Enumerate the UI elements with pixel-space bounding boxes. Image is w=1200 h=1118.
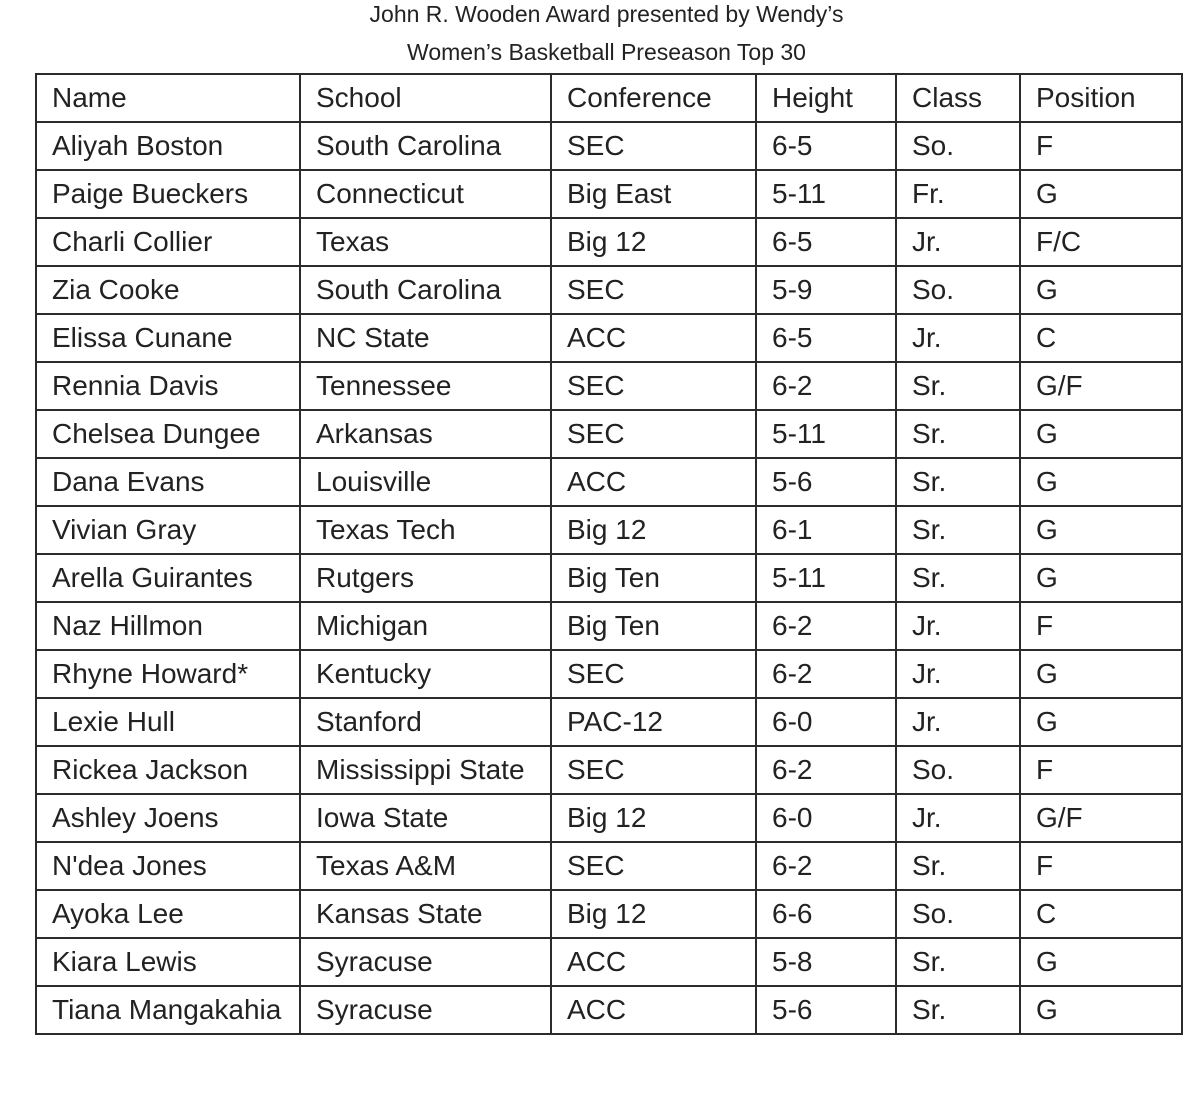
cell-height: 6-2 <box>756 602 896 650</box>
cell-name: Dana Evans <box>36 458 300 506</box>
cell-conference: Big East <box>551 170 756 218</box>
cell-name: Ayoka Lee <box>36 890 300 938</box>
cell-school: Connecticut <box>300 170 551 218</box>
cell-position: G <box>1020 458 1182 506</box>
cell-height: 6-1 <box>756 506 896 554</box>
cell-conference: ACC <box>551 458 756 506</box>
cell-height: 6-5 <box>756 218 896 266</box>
cell-name: Kiara Lewis <box>36 938 300 986</box>
cell-school: Louisville <box>300 458 551 506</box>
table-row <box>36 794 1182 842</box>
cell-name: Naz Hillmon <box>36 602 300 650</box>
cell-class: Sr. <box>896 938 1020 986</box>
cell-class: Sr. <box>896 410 1020 458</box>
table-row <box>36 458 1182 506</box>
header-name: Name <box>36 74 300 122</box>
cell-height: 6-5 <box>756 122 896 170</box>
cell-school: Syracuse <box>300 938 551 986</box>
cell-school: Iowa State <box>300 794 551 842</box>
table-row <box>36 218 1182 266</box>
table-row <box>36 554 1182 602</box>
cell-school: South Carolina <box>300 122 551 170</box>
table-row <box>36 362 1182 410</box>
table-body <box>36 122 1182 1034</box>
cell-name: Elissa Cunane <box>36 314 300 362</box>
cell-school: Texas A&M <box>300 842 551 890</box>
table-row <box>36 698 1182 746</box>
table-row <box>36 314 1182 362</box>
cell-position: G/F <box>1020 794 1182 842</box>
header-position: Position <box>1020 74 1182 122</box>
cell-name: Ashley Joens <box>36 794 300 842</box>
cell-school: Arkansas <box>300 410 551 458</box>
cell-school: Michigan <box>300 602 551 650</box>
header-school: School <box>300 74 551 122</box>
cell-school: Syracuse <box>300 986 551 1034</box>
cell-class: Jr. <box>896 794 1020 842</box>
cell-height: 5-11 <box>756 554 896 602</box>
cell-position: G/F <box>1020 362 1182 410</box>
cell-class: Jr. <box>896 218 1020 266</box>
cell-class: So. <box>896 122 1020 170</box>
cell-position: G <box>1020 554 1182 602</box>
cell-conference: ACC <box>551 938 756 986</box>
cell-name: Vivian Gray <box>36 506 300 554</box>
cell-class: Sr. <box>896 458 1020 506</box>
table-row <box>36 506 1182 554</box>
table-row <box>36 842 1182 890</box>
cell-height: 6-0 <box>756 698 896 746</box>
cell-name: Rennia Davis <box>36 362 300 410</box>
cell-school: Kansas State <box>300 890 551 938</box>
table-row <box>36 890 1182 938</box>
cell-school: South Carolina <box>300 266 551 314</box>
cell-class: Sr. <box>896 842 1020 890</box>
cell-position: C <box>1020 890 1182 938</box>
cell-height: 5-9 <box>756 266 896 314</box>
cell-conference: ACC <box>551 986 756 1034</box>
cell-conference: SEC <box>551 122 756 170</box>
cell-position: F/C <box>1020 218 1182 266</box>
cell-class: Sr. <box>896 986 1020 1034</box>
cell-class: Sr. <box>896 362 1020 410</box>
table-row <box>36 266 1182 314</box>
cell-position: G <box>1020 170 1182 218</box>
cell-name: Tiana Mangakahia <box>36 986 300 1034</box>
cell-conference: SEC <box>551 410 756 458</box>
table-row <box>36 170 1182 218</box>
cell-position: F <box>1020 122 1182 170</box>
cell-conference: ACC <box>551 314 756 362</box>
header-height: Height <box>756 74 896 122</box>
cell-conference: PAC-12 <box>551 698 756 746</box>
cell-height: 5-8 <box>756 938 896 986</box>
cell-position: C <box>1020 314 1182 362</box>
cell-height: 6-0 <box>756 794 896 842</box>
cell-class: Sr. <box>896 554 1020 602</box>
cell-name: N'dea Jones <box>36 842 300 890</box>
cell-class: Jr. <box>896 314 1020 362</box>
cell-height: 6-6 <box>756 890 896 938</box>
cell-height: 6-2 <box>756 842 896 890</box>
cell-height: 5-11 <box>756 410 896 458</box>
cell-school: Tennessee <box>300 362 551 410</box>
cell-position: G <box>1020 266 1182 314</box>
cell-name: Rickea Jackson <box>36 746 300 794</box>
document-subtitle: Women’s Basketball Preseason Top 30 <box>407 39 806 65</box>
cell-conference: Big Ten <box>551 554 756 602</box>
cell-school: Rutgers <box>300 554 551 602</box>
cell-name: Lexie Hull <box>36 698 300 746</box>
cell-conference: Big 12 <box>551 890 756 938</box>
cell-conference: Big 12 <box>551 506 756 554</box>
cell-class: Jr. <box>896 650 1020 698</box>
cell-name: Rhyne Howard* <box>36 650 300 698</box>
cell-class: So. <box>896 746 1020 794</box>
header-conference: Conference <box>551 74 756 122</box>
cell-position: G <box>1020 650 1182 698</box>
cell-school: Kentucky <box>300 650 551 698</box>
cell-position: G <box>1020 506 1182 554</box>
cell-class: So. <box>896 890 1020 938</box>
cell-class: So. <box>896 266 1020 314</box>
cell-height: 6-2 <box>756 746 896 794</box>
table-row <box>36 938 1182 986</box>
cell-position: G <box>1020 938 1182 986</box>
header-class: Class <box>896 74 1020 122</box>
cell-height: 5-11 <box>756 170 896 218</box>
table-row <box>36 746 1182 794</box>
cell-position: F <box>1020 842 1182 890</box>
cell-class: Jr. <box>896 602 1020 650</box>
cell-class: Jr. <box>896 698 1020 746</box>
table-row <box>36 602 1182 650</box>
table-row <box>36 650 1182 698</box>
cell-height: 6-2 <box>756 362 896 410</box>
cell-school: Texas <box>300 218 551 266</box>
cell-height: 6-2 <box>756 650 896 698</box>
cell-height: 5-6 <box>756 986 896 1034</box>
cell-conference: SEC <box>551 266 756 314</box>
cell-conference: SEC <box>551 362 756 410</box>
cell-height: 5-6 <box>756 458 896 506</box>
cell-conference: Big Ten <box>551 602 756 650</box>
preseason-top-30-table <box>35 73 1183 1035</box>
cell-school: Stanford <box>300 698 551 746</box>
table-row <box>36 410 1182 458</box>
cell-name: Aliyah Boston <box>36 122 300 170</box>
cell-position: G <box>1020 986 1182 1034</box>
cell-height: 6-5 <box>756 314 896 362</box>
cell-position: F <box>1020 602 1182 650</box>
cell-conference: SEC <box>551 746 756 794</box>
table-row <box>36 986 1182 1034</box>
cell-name: Charli Collier <box>36 218 300 266</box>
cell-class: Sr. <box>896 506 1020 554</box>
document-title: John R. Wooden Award presented by Wendy’s <box>369 1 844 27</box>
cell-school: Texas Tech <box>300 506 551 554</box>
cell-school: Mississippi State <box>300 746 551 794</box>
cell-name: Arella Guirantes <box>36 554 300 602</box>
cell-conference: SEC <box>551 842 756 890</box>
table-row <box>36 122 1182 170</box>
cell-position: F <box>1020 746 1182 794</box>
cell-position: G <box>1020 698 1182 746</box>
cell-school: NC State <box>300 314 551 362</box>
cell-conference: Big 12 <box>551 794 756 842</box>
cell-name: Chelsea Dungee <box>36 410 300 458</box>
cell-class: Fr. <box>896 170 1020 218</box>
cell-conference: SEC <box>551 650 756 698</box>
table-header-row <box>36 74 1182 122</box>
cell-conference: Big 12 <box>551 218 756 266</box>
cell-name: Zia Cooke <box>36 266 300 314</box>
cell-position: G <box>1020 410 1182 458</box>
cell-name: Paige Bueckers <box>36 170 300 218</box>
